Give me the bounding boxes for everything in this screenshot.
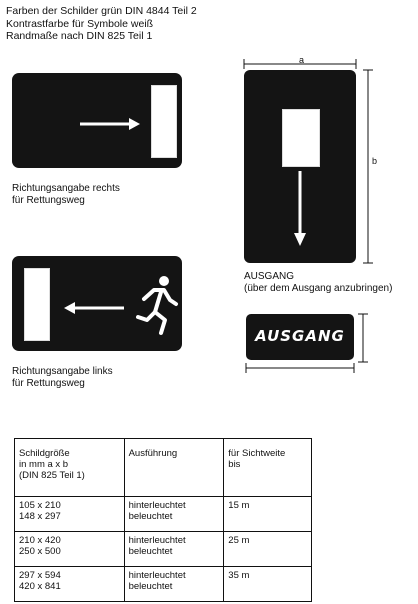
intro-text	[6, 5, 197, 43]
cell-execution: hinterleuchtet beleuchtet	[124, 532, 224, 567]
dimension-b-label: b	[372, 156, 378, 166]
cell-size: 210 x 420 250 x 500	[15, 532, 125, 567]
table-row	[15, 532, 312, 567]
cell-distance: 15 m	[224, 497, 312, 532]
caption-line: (über dem Ausgang anzubringen)	[244, 283, 393, 294]
table-row	[15, 567, 312, 602]
caption-line: für Rettungsweg	[12, 378, 85, 389]
header-execution: Ausführung	[124, 439, 224, 497]
caption-line: AUSGANG	[244, 271, 295, 282]
running-man-icon	[12, 256, 182, 351]
caption-direction-left	[12, 366, 113, 390]
intro-line: Farben der Schilder grün DIN 4844 Teil 2	[6, 5, 197, 17]
arrow-down-icon	[244, 70, 356, 263]
caption-line: Richtungsangabe rechts	[12, 183, 120, 194]
cell-size: 297 x 594 420 x 841	[15, 567, 125, 602]
table-row	[15, 497, 312, 532]
sign-direction-left	[12, 256, 182, 351]
sign-direction-right	[12, 73, 182, 168]
caption-exit	[244, 271, 392, 295]
caption-line: Richtungsangabe links	[12, 366, 113, 377]
header-size: Schildgröße in mm a x b (DIN 825 Teil 1)	[15, 439, 125, 497]
header-distance: für Sichtweite bis	[224, 439, 312, 497]
exit-label: AUSGANG	[255, 327, 345, 345]
sign-exit-text	[246, 314, 354, 360]
sign-size-table	[14, 438, 312, 602]
table-header-row	[15, 439, 312, 497]
cell-execution: hinterleuchtet beleuchtet	[124, 567, 224, 602]
intro-line: Randmaße nach DIN 825 Teil 1	[6, 30, 153, 42]
caption-line: für Rettungsweg	[12, 195, 85, 206]
cell-size: 105 x 210 148 x 297	[15, 497, 125, 532]
cell-distance: 25 m	[224, 532, 312, 567]
door-panel	[151, 85, 177, 158]
sign-exit-down	[244, 70, 356, 263]
dimension-a-label: a	[299, 55, 305, 65]
cell-distance: 35 m	[224, 567, 312, 602]
caption-direction-right	[12, 183, 120, 207]
cell-execution: hinterleuchtet beleuchtet	[124, 497, 224, 532]
intro-line: Kontrastfarbe für Symbole weiß	[6, 17, 154, 30]
